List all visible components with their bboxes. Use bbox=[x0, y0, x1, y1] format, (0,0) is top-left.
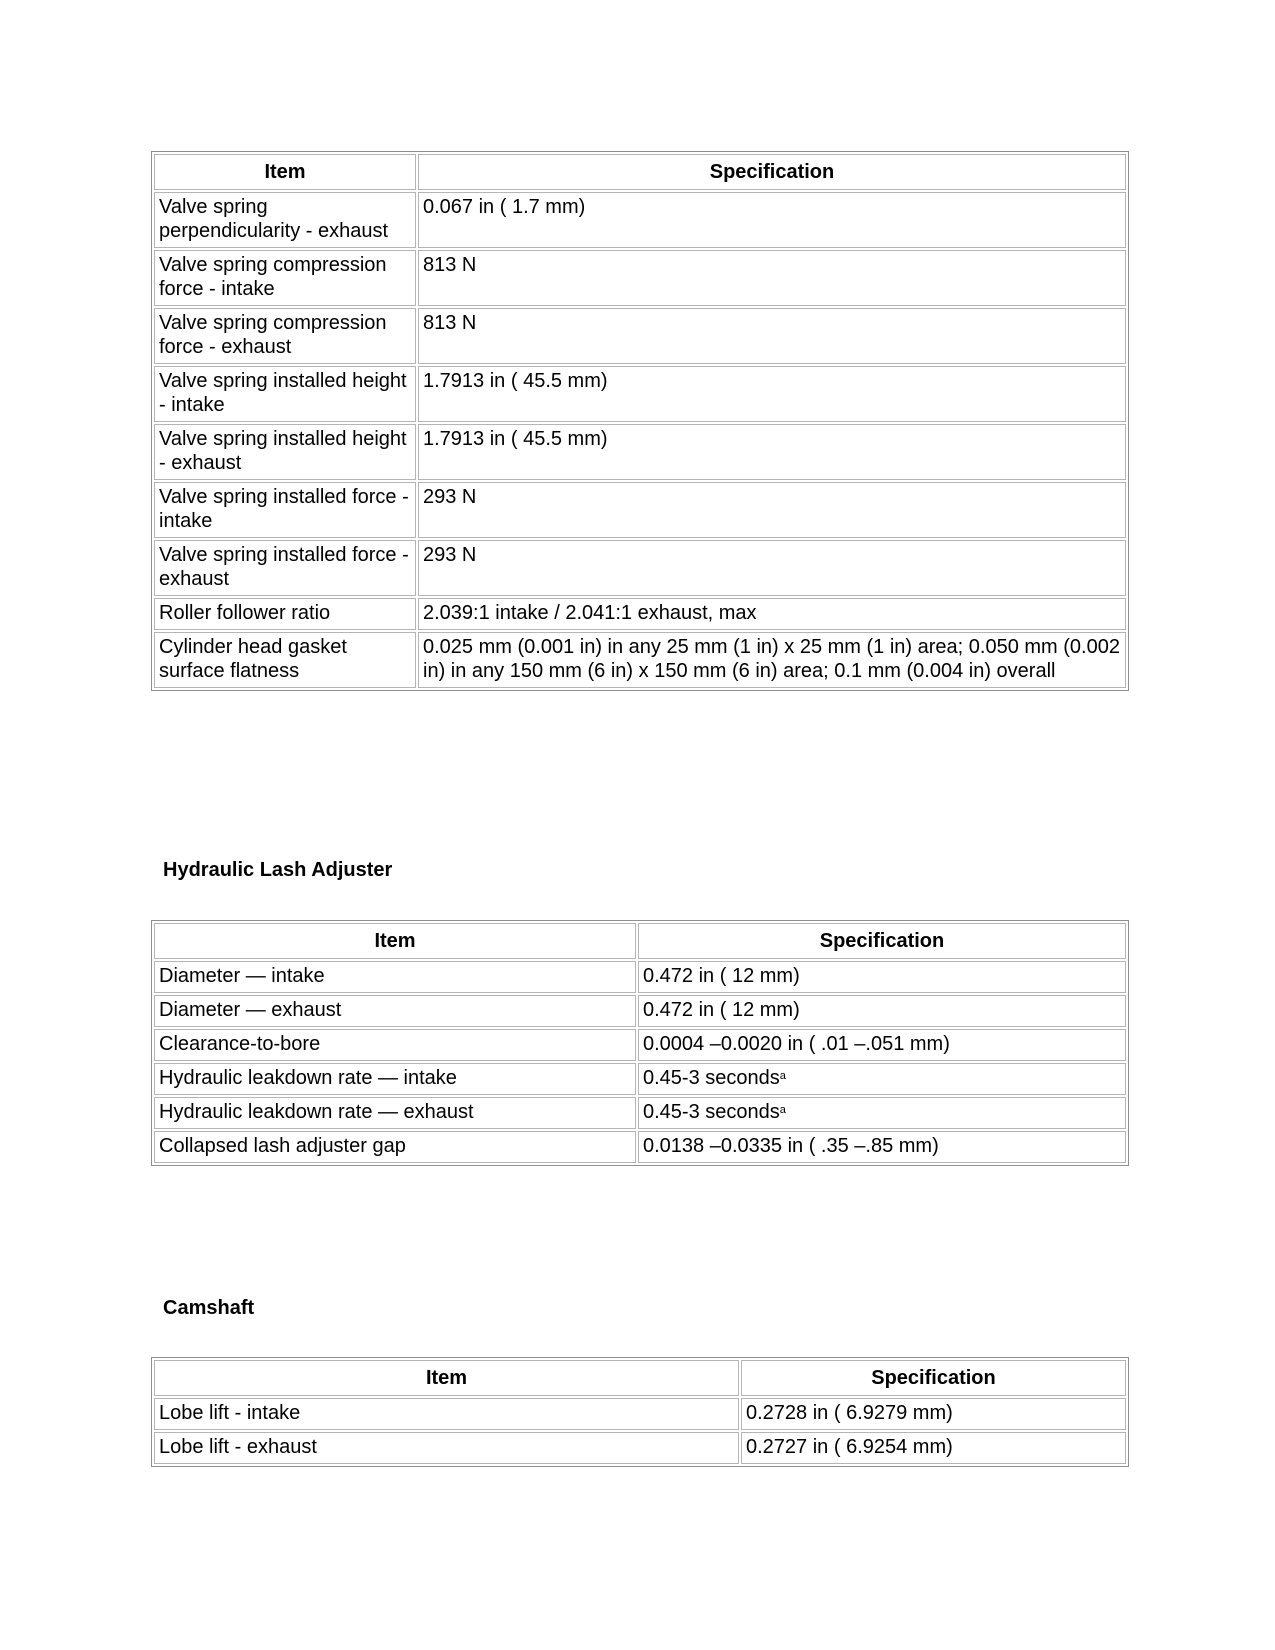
item-cell: Valve spring installed force - intake bbox=[154, 482, 416, 538]
table-row bbox=[154, 1029, 1126, 1061]
item-cell: Collapsed lash adjuster gap bbox=[154, 1131, 636, 1163]
item-cell: Cylinder head gasket surface flatness bbox=[154, 632, 416, 688]
table-row bbox=[154, 482, 1126, 538]
spec-cell: 293 N bbox=[418, 482, 1126, 538]
spec-cell: 1.7913 in ( 45.5 mm) bbox=[418, 424, 1126, 480]
table-row bbox=[154, 1097, 1126, 1129]
column-header-item: Item bbox=[154, 1360, 739, 1396]
table-row bbox=[154, 995, 1126, 1027]
column-header-specification: Specification bbox=[418, 154, 1126, 190]
spec-cell: 0.025 mm (0.001 in) in any 25 mm (1 in) x 25 mm (1 in) area; 0.050 mm (0.002 in) in any 150 mm (6 in) x 150 mm (6 in) area; 0.1 mm (0.004 in) overall bbox=[418, 632, 1126, 688]
spec-value: 0.45-3 seconds bbox=[643, 1101, 780, 1123]
table-row bbox=[154, 308, 1126, 364]
table-row bbox=[154, 1131, 1126, 1163]
camshaft-table bbox=[151, 1357, 1129, 1467]
item-cell: Valve spring compression force - intake bbox=[154, 250, 416, 306]
column-header-item: Item bbox=[154, 154, 416, 190]
footnote-marker: a bbox=[779, 1070, 786, 1082]
table-row bbox=[154, 598, 1126, 630]
column-header-item: Item bbox=[154, 923, 636, 959]
table-row bbox=[154, 424, 1126, 480]
item-cell: Valve spring installed height - intake bbox=[154, 366, 416, 422]
item-cell: Clearance-to-bore bbox=[154, 1029, 636, 1061]
table-row bbox=[154, 1398, 1126, 1430]
item-cell: Diameter — exhaust bbox=[154, 995, 636, 1027]
section-title-hydraulic-lash-adjuster: Hydraulic Lash Adjuster bbox=[163, 859, 393, 881]
table-row bbox=[154, 1432, 1126, 1464]
column-header-specification: Specification bbox=[638, 923, 1126, 959]
table-row bbox=[154, 366, 1126, 422]
table-row bbox=[154, 192, 1126, 248]
item-cell: Roller follower ratio bbox=[154, 598, 416, 630]
item-cell: Valve spring compression force - exhaust bbox=[154, 308, 416, 364]
spec-cell: 0.472 in ( 12 mm) bbox=[638, 995, 1126, 1027]
table-row bbox=[154, 1063, 1126, 1095]
table-row bbox=[154, 632, 1126, 688]
spec-cell: 813 N bbox=[418, 308, 1126, 364]
item-cell: Hydraulic leakdown rate — exhaust bbox=[154, 1097, 636, 1129]
item-cell: Valve spring perpendicularity - exhaust bbox=[154, 192, 416, 248]
item-cell: Hydraulic leakdown rate — intake bbox=[154, 1063, 636, 1095]
spec-cell: 0.0138 –0.0335 in ( .35 –.85 mm) bbox=[638, 1131, 1126, 1163]
spec-cell bbox=[638, 1063, 1126, 1095]
table-row bbox=[154, 250, 1126, 306]
item-cell: Diameter — intake bbox=[154, 961, 636, 993]
item-cell: Valve spring installed force - exhaust bbox=[154, 540, 416, 596]
spec-cell: 2.039:1 intake / 2.041:1 exhaust, max bbox=[418, 598, 1126, 630]
table-header-row bbox=[154, 154, 1126, 190]
item-cell: Lobe lift - exhaust bbox=[154, 1432, 739, 1464]
spec-value: 0.45-3 seconds bbox=[643, 1067, 780, 1089]
spec-cell bbox=[638, 1097, 1126, 1129]
spec-cell: 813 N bbox=[418, 250, 1126, 306]
table-row bbox=[154, 540, 1126, 596]
spec-cell: 0.472 in ( 12 mm) bbox=[638, 961, 1126, 993]
spec-cell: 0.0004 –0.0020 in ( .01 –.051 mm) bbox=[638, 1029, 1126, 1061]
item-cell: Valve spring installed height - exhaust bbox=[154, 424, 416, 480]
spec-cell: 293 N bbox=[418, 540, 1126, 596]
lash-adjuster-table bbox=[151, 920, 1129, 1166]
section-title-camshaft: Camshaft bbox=[163, 1297, 255, 1319]
valve-spec-table bbox=[151, 151, 1129, 691]
spec-cell: 1.7913 in ( 45.5 mm) bbox=[418, 366, 1126, 422]
spec-cell: 0.2727 in ( 6.9254 mm) bbox=[741, 1432, 1126, 1464]
table-header-row bbox=[154, 923, 1126, 959]
footnote-marker: a bbox=[779, 1104, 786, 1116]
spec-cell: 0.067 in ( 1.7 mm) bbox=[418, 192, 1126, 248]
table-header-row bbox=[154, 1360, 1126, 1396]
item-cell: Lobe lift - intake bbox=[154, 1398, 739, 1430]
column-header-specification: Specification bbox=[741, 1360, 1126, 1396]
spec-cell: 0.2728 in ( 6.9279 mm) bbox=[741, 1398, 1126, 1430]
table-row bbox=[154, 961, 1126, 993]
